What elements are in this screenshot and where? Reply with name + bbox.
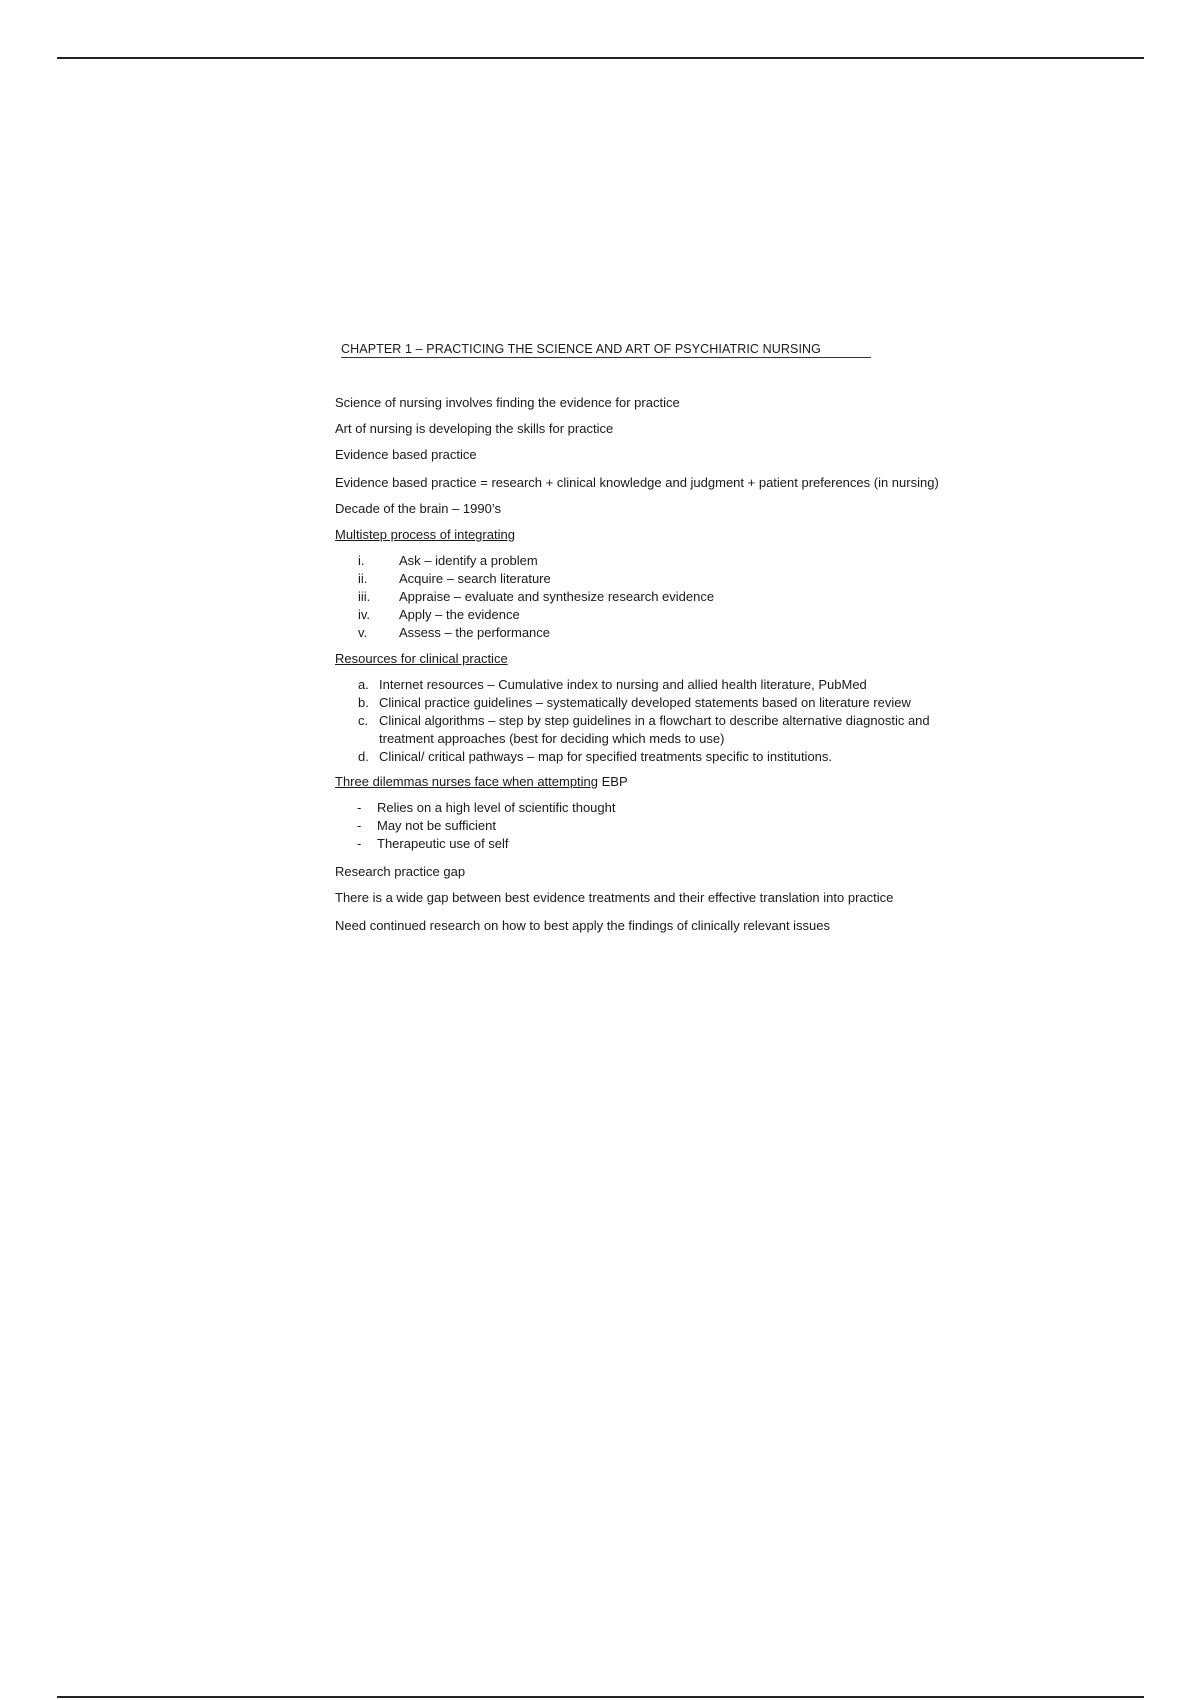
- dilemmas-heading: Three dilemmas nurses face when attempting EBP: [335, 774, 628, 789]
- closing-line-2: There is a wide gap between best evidence treatments and their effective translation into practice: [335, 890, 894, 905]
- list-item: - Therapeutic use of self: [357, 836, 509, 851]
- list-item: - May not be sufficient: [357, 818, 496, 833]
- multistep-list: [335, 552, 960, 642]
- intro-line-4: Evidence based practice = research + clinical knowledge and judgment + patient preferences (in nursing): [335, 475, 939, 490]
- list-item: v. Assess – the performance: [358, 625, 551, 640]
- list-item: a. Internet resources – Cumulative index to nursing and allied health literature, PubMed: [358, 677, 867, 692]
- document-page: [335, 340, 960, 935]
- bottom-rule: [57, 1696, 1144, 1698]
- chapter-title: CHAPTER 1 – PRACTICING THE SCIENCE AND ART OF PSYCHIATRIC NURSING: [341, 341, 871, 358]
- intro-line-5: Decade of the brain – 1990’s: [335, 501, 501, 516]
- list-item: b. Clinical practice guidelines – systematically developed statements based on literature review: [358, 695, 911, 710]
- list-item: - Relies on a high level of scientific thought: [357, 800, 616, 815]
- closing-line-1: Research practice gap: [335, 864, 466, 879]
- dilemmas-list: [335, 799, 960, 853]
- list-item: d. Clinical/ critical pathways – map for specified treatments specific to institutions.: [358, 749, 833, 764]
- intro-line-3: Evidence based practice: [335, 447, 477, 462]
- multistep-heading: Multistep process of integrating: [335, 527, 515, 542]
- list-item: ii. Acquire – search literature: [358, 571, 551, 586]
- top-rule: [57, 57, 1144, 59]
- closing-line-3: Need continued research on how to best apply the findings of clinically relevant issues: [335, 918, 831, 933]
- intro-line-1: Science of nursing involves finding the evidence for practice: [335, 395, 680, 410]
- list-item: i. Ask – identify a problem: [358, 553, 538, 568]
- intro-line-2: Art of nursing is developing the skills for practice: [335, 421, 614, 436]
- list-item: iv. Apply – the evidence: [358, 607, 520, 622]
- resources-heading: Resources for clinical practice: [335, 651, 508, 666]
- list-item: iii. Appraise – evaluate and synthesize research evidence: [358, 589, 715, 604]
- resources-list: [335, 676, 960, 766]
- list-item: c. Clinical algorithms – step by step guidelines in a flowchart to describe alternative diagnostic and treatment approaches (best for deciding which meds to use): [358, 713, 930, 746]
